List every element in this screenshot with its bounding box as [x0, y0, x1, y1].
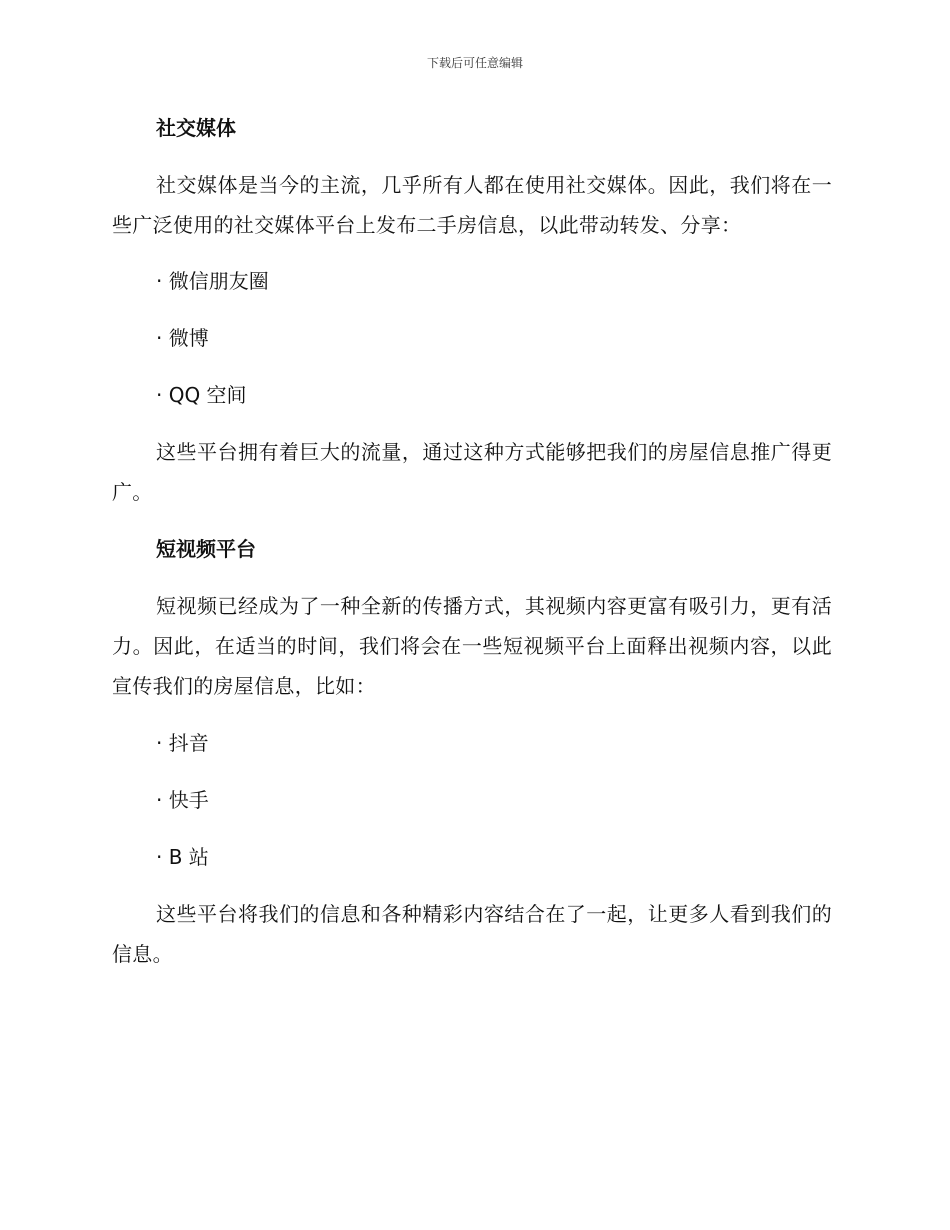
paragraph-short-video-closing: 这些平台将我们的信息和各种精彩内容结合在了一起，让更多人看到我们的信息。 — [112, 902, 832, 966]
list-item-douyin: · 抖音 — [156, 731, 209, 755]
header-note: 下载后可任意编辑 — [426, 56, 523, 70]
list-item-qq-zone: · QQ 空间 — [156, 383, 247, 407]
list-item-bilibili: · B 站 — [156, 845, 209, 869]
document-body — [112, 108, 832, 974]
paragraph-social-media-closing: 这些平台拥有着巨大的流量，通过这种方式能够把我们的房屋信息推广得更广。 — [112, 440, 832, 504]
paragraph-social-media-intro: 社交媒体是当今的主流，几乎所有人都在使用社交媒体。因此，我们将在一些广泛使用的社交媒体平台上发布二手房信息，以此带动转发、分享： — [112, 173, 832, 237]
list-item-weibo: · 微博 — [156, 326, 209, 350]
paragraph-short-video-intro: 短视频已经成为了一种全新的传播方式，其视频内容更富有吸引力，更有活力。因此，在适当的时间，我们将会在一些短视频平台上面释出视频内容，以此宣传我们的房屋信息，比如： — [112, 594, 832, 698]
section-heading-social-media: 社交媒体 — [156, 116, 236, 140]
list-item-kuaishou: · 快手 — [156, 788, 209, 812]
list-item-wechat-moments: · 微信朋友圈 — [156, 269, 269, 293]
section-heading-short-video: 短视频平台 — [156, 537, 256, 561]
